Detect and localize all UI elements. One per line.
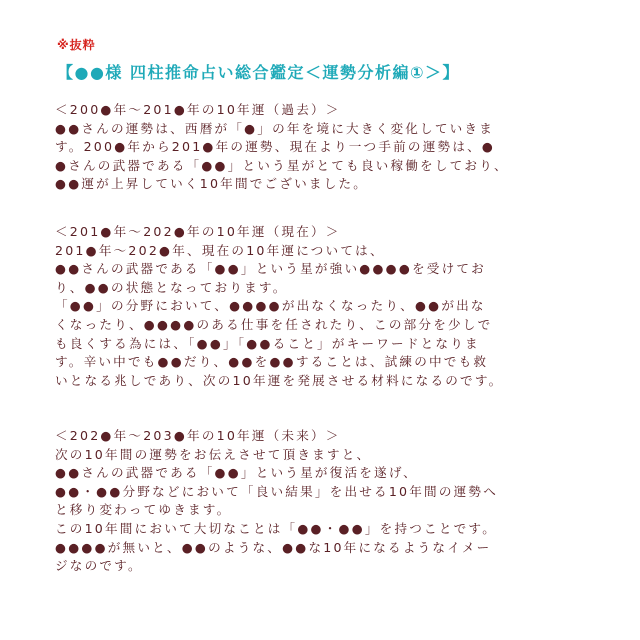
text-line: ●●さんの武器である「●●」という星が復活を遂げ、 bbox=[55, 465, 418, 481]
excerpt-note: ※抜粋 bbox=[57, 38, 96, 52]
text-line: ●●・●●分野などにおいて「良い結果」を出せる10年間の運勢へ bbox=[55, 483, 499, 499]
text-line: す。200●年から201●年の運勢、現在より一つ手前の運勢は、● bbox=[55, 139, 496, 155]
section-heading: ＜202●年～203●年の10年運（未来）＞ bbox=[55, 428, 341, 443]
section-past bbox=[55, 101, 590, 194]
section-heading: ＜201●年～202●年の10年運（現在）＞ bbox=[55, 224, 341, 239]
text-line: この10年間において大切なことは「●●・●●」を持つことです。 bbox=[55, 520, 498, 536]
section-present bbox=[55, 223, 590, 390]
text-line: ●●●●が無いと、●●のような、●●な10年になるようなイメー bbox=[55, 539, 492, 555]
text-line: と移り変わってゆきます。 bbox=[55, 502, 232, 518]
text-line: ●さんの武器である「●●」という星がとても良い稼働をしており、 bbox=[55, 157, 509, 173]
text-line: り、●●の状態となっております。 bbox=[55, 279, 288, 295]
text-line: ●●さんの運勢は、西暦が「●」の年を境に大きく変化していきま bbox=[55, 120, 494, 136]
text-line: ●●運が上昇していく10年間でございました。 bbox=[55, 176, 369, 192]
text-line: 201●年～202●年、現在の10年運については、 bbox=[55, 242, 385, 258]
text-line: ●●さんの武器である「●●」という星が強い●●●●を受けてお bbox=[55, 261, 486, 277]
text-line: ジなのです。 bbox=[55, 558, 143, 574]
text-line: いとなる兆しであり、次の10年運を発展させる材料になるのです。 bbox=[55, 372, 504, 388]
text-line: くなったり、●●●●のある仕事を任されたり、この部分を少しで bbox=[55, 316, 493, 332]
section-heading: ＜200●年～201●年の10年運（過去）＞ bbox=[55, 102, 341, 117]
text-line: 「●●」の分野において、●●●●が出なくなったり、●●が出な bbox=[55, 298, 486, 314]
document-title: 【●●様 四柱推命占い総合鑑定＜運勢分析編①＞】 bbox=[57, 63, 461, 82]
text-line: す。辛い中でも●●だり、●●を●●することは、試練の中でも救 bbox=[55, 354, 489, 370]
text-line: も良くする為には、「●●」「●●ること」がキーワードとなりま bbox=[55, 335, 480, 351]
section-future bbox=[55, 427, 590, 576]
text-line: 次の10年間の運勢をお伝えさせて頂きますと、 bbox=[55, 446, 372, 462]
